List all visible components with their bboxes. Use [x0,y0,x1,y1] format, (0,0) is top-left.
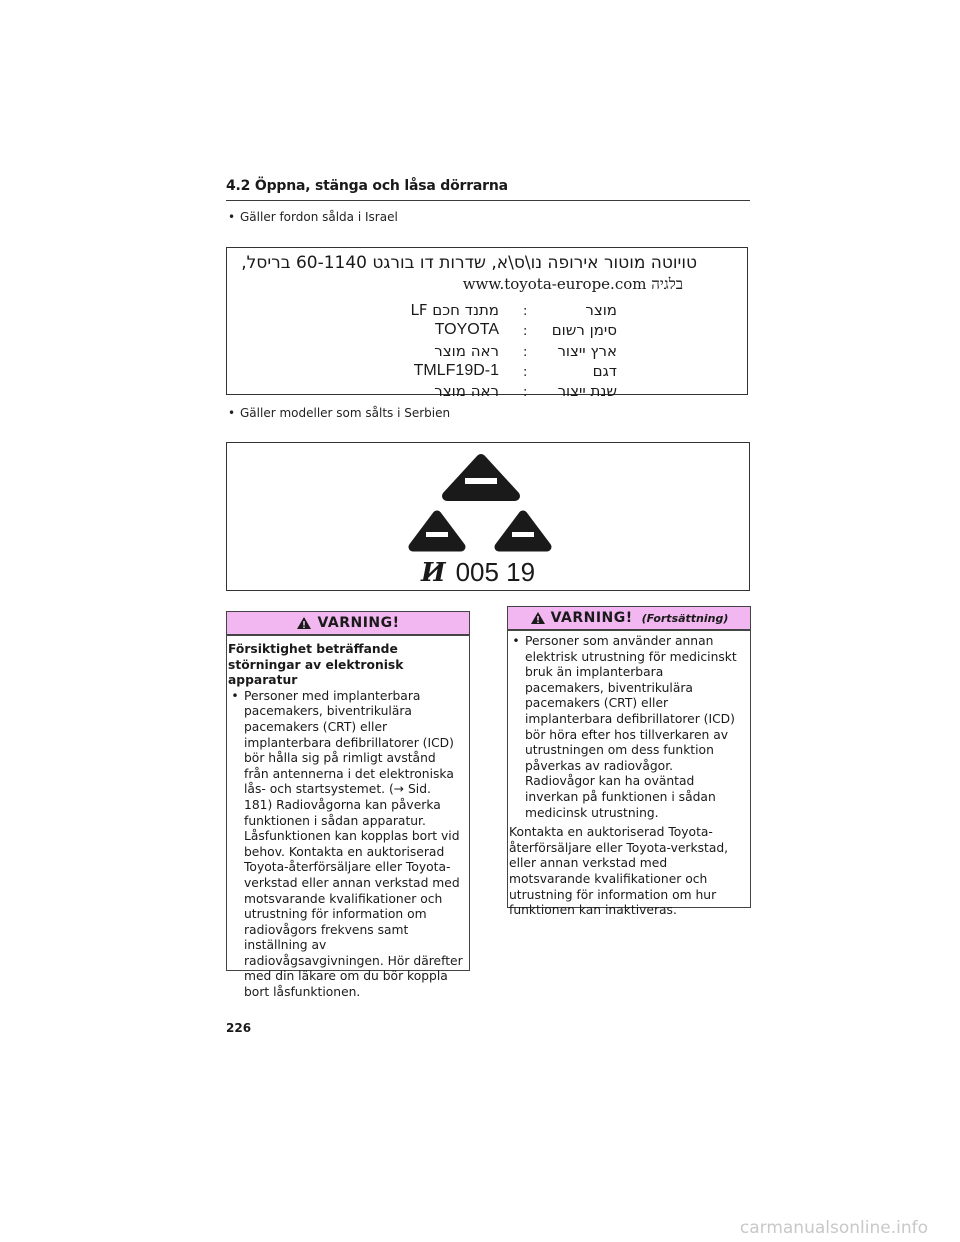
section-title: 4.2 Öppna, stänga och låsa dörrarna [226,178,750,201]
warning-title: VARNING! [550,610,633,626]
note-israel [228,210,398,224]
bullet-dot: • [228,210,236,224]
row-label: דגם [592,362,617,380]
warning-bullet [228,689,463,1001]
warning-box-left [226,611,470,1000]
warning-paragraph: Kontakta en auktoriserad Toyota-återförsäljare eller Toyota-verkstad, eller annan verkstad med motsvarande kvalifikationer och utrustning för information om hur funktionen kan inaktiveras. [509,825,729,918]
page-number: 226 [226,1021,252,1035]
serbia-code: 005 19 [455,557,536,587]
warning-continued: (Fortsättning) [641,611,729,625]
row-value: מתנד חכם LF [410,301,499,319]
warning-body [508,631,750,925]
row-label: שנת ייצור [557,382,617,400]
row-separator: : [523,365,528,380]
note-israel-text: Gäller fordon sålda i Israel [240,210,398,224]
row-label: סימן רשום [551,321,617,339]
israel-label-website: בלגיה www.toyota-europe.com [462,275,683,293]
warning-bullet-text: Personer med implanterbara pacemakers, biventrikulära pacemakers (CRT) eller implanterbara defibrillatorer (ICD) bör hålla sig på rimligt avstånd från antennerna i det elektroniska lås- och startsystemet. (→ Sid. 181) Radiovågorna kan påverka funktionen i sådan apparatur. Låsfunktionen kan kopplas bort vid behov. Kontakta en auktoriserad Toyota-återförsäljare eller Toyota-verkstad eller annan verkstad med motsvarande kvalifikationer och utrustning för information om radiovågors frekvens samt inställning av radiovågsavgivningen. Hör därefter med din läkare om du bör koppla bort låsfunktionen. [244,688,463,1000]
warning-header [227,612,469,636]
row-label: מוצר [585,301,617,319]
row-separator: : [523,345,528,360]
warning-bullet-text: Personer som använder annan elektrisk utrustning för medicinskt bruk än implanterbara pacemakers, biventrikulära pacemakers (CRT) eller implanterbara defibrillatorer (ICD) bör höra efter hos tillverkaren av utrustningen om dess funktion påverkas av radiovågor. Radiovågor kan ha oväntad inverkan på funktionen i sådan medicinsk utrustning. [525,634,737,820]
warning-subtitle: Försiktighet beträffande störningar av elektronisk apparatur [228,642,404,688]
row-separator: : [523,385,528,400]
note-serbia-text: Gäller modeller som sålts i Serbien [240,406,451,420]
row-value: ראה מוצר [434,382,499,400]
note-serbia [228,406,450,420]
warning-box-right [507,606,751,918]
warning-icon [530,611,546,625]
bullet-dot: • [228,406,236,420]
serbia-approval-code [421,557,535,588]
warning-bullet [509,634,744,821]
row-label: ארץ ייצור [557,342,617,360]
watermark: carmanualsonline.info [739,1218,928,1238]
bullet-dot: • [231,688,239,703]
row-value: TOYOTA [434,321,499,338]
israel-label-address: טויוטה מוטור אירופה נו\ס\א, שדרות דו בורגט 60-1140 בריסל, [241,253,697,273]
warning-header [508,607,750,631]
serbia-label [226,442,750,591]
warning-body [227,636,469,1007]
row-value: TMLF19D-1 [413,362,499,379]
row-separator: : [523,324,528,339]
serbia-prefix: И [421,558,446,588]
israel-label-rows [226,247,748,395]
warning-icon [296,616,312,630]
row-value: ראה מוצר [434,342,499,360]
row-separator: : [523,304,528,319]
bullet-dot: • [512,634,520,648]
warning-title: VARNING! [317,615,400,631]
